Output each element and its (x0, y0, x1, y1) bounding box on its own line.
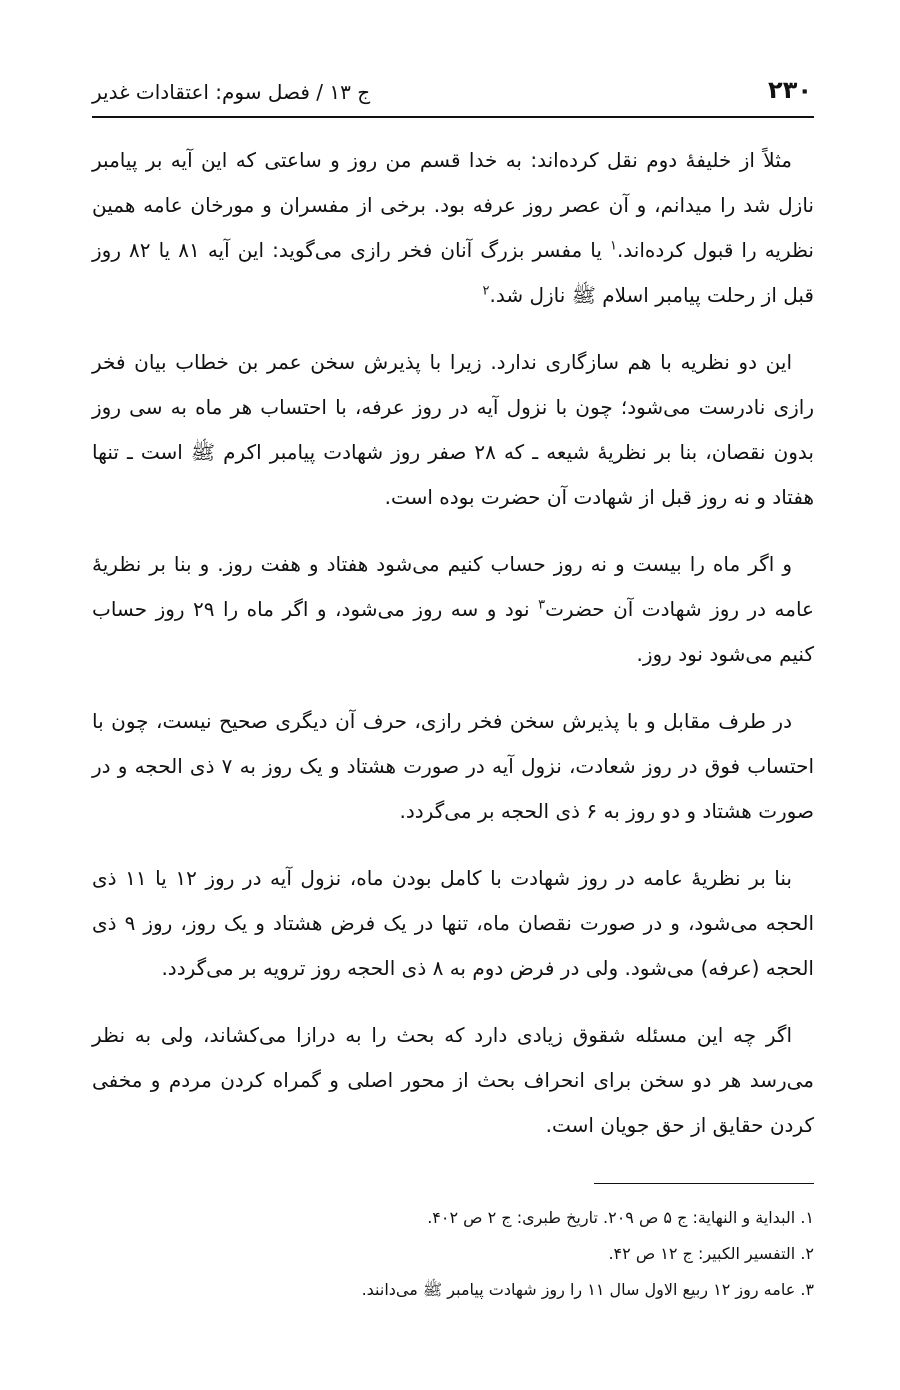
paragraph-5 (92, 856, 814, 991)
paragraph-text: مثلاً از خلیفهٔ دوم نقل کرده‌اند: به خدا قسم من روز و ساعتی که این آیه بر پیامبر نازل شد را میدانم، و آن عصر روز عرفه بود. برخی از مفسران و مورخان عامه همین نظریه را قبول کرده‌اند. (92, 148, 814, 262)
paragraph-1 (92, 138, 814, 318)
paragraph-6 (92, 1013, 814, 1148)
footnote-ref-3[interactable]: ۳ (538, 597, 546, 613)
paragraph-text: این دو نظریه با هم سازگاری ندارد. زیرا با پذیرش سخن عمر بن خطاب بیان فخر رازی نادرست می‌شود؛ چون با نزول آیه در روز عرفه، با احتساب هر ماه به سی روز بدون نقصان، بنا بر نظریهٔ شیعه ـ که ۲۸ صفر روز شهادت پیامبر اکرم ﷺ است ـ تنها هفتاد و نه روز قبل از شهادت آن حضرت بوده است. (92, 350, 814, 509)
footnote-ref-1[interactable]: ۱ (609, 238, 617, 254)
paragraph-text: بنا بر نظریهٔ عامه در روز شهادت با کامل بودن ماه، نزول آیه در روز ۱۲ یا ۱۱ ذی الحجه می‌شود، و در صورت نقصان ماه، تنها در یک فرض هشتاد و یک روز، روز ۹ ذی الحجه (عرفه) می‌شود. ولی در فرض دوم به ۸ ذی الحجه روز ترویه بر می‌گردد. (92, 866, 814, 980)
paragraph-2 (92, 340, 814, 520)
main-text (92, 138, 814, 1170)
paragraph-text: در طرف مقابل و با پذیرش سخن فخر رازی، حرف آن دیگری صحیح نیست، چون با احتساب فوق در روز شعادت، نزول آیه در صورت هشتاد و یک روز به ۷ ذی الحجه و در صورت هشتاد و دو روز به ۶ ذی الحجه بر می‌گردد. (92, 709, 814, 823)
header-divider (92, 116, 814, 118)
paragraph-3 (92, 542, 814, 677)
page-header (92, 72, 812, 112)
footnotes (92, 1200, 814, 1308)
footnote-2: ۲. التفسیر الکبیر: ج ۱۲ ص ۴۲. (608, 1244, 814, 1263)
paragraph-text: اگر چه این مسئله شقوق زیادی دارد که بحث را به درازا می‌کشاند، ولی به نظر می‌رسد هر دو سخن برای انحراف بحث از محور اصلی و گمراه کردن مردم و مخفی کردن حقایق از حق جویان است. (92, 1023, 814, 1137)
paragraph-text: و اگر ماه را بیست و نه روز حساب کنیم می‌شود هفتاد و هفت روز. و بنا بر نظریهٔ عامه در روز شهادت آن حضرت (92, 552, 814, 621)
running-title: ج ۱۳ / فصل سوم: اعتقادات غدیر (92, 80, 371, 104)
paragraph-4 (92, 699, 814, 834)
footnote-3: ۳. عامه روز ۱۲ ربیع الاول سال ۱۱ را روز شهادت پیامبر ﷺ می‌دانند. (361, 1280, 814, 1299)
footnote-ref-2[interactable]: ۲ (482, 283, 490, 299)
page-number: ۲۳۰ (768, 76, 812, 104)
paragraph-text: یا مفسر بزرگ آنان فخر رازی می‌گوید: این آیه ۸۱ یا ۸۲ روز قبل از رحلت پیامبر اسلام ﷺ نازل شد. (92, 238, 814, 307)
footnote-divider (594, 1183, 814, 1184)
footnote-1: ۱. البدایة و النهایة: ج ۵ ص ۲۰۹. تاریخ طبری: ج ۲ ص ۴۰۲. (427, 1208, 814, 1227)
paragraph-text: نود و سه روز می‌شود، و اگر ماه را ۲۹ روز حساب کنیم می‌شود نود روز. (92, 597, 814, 666)
